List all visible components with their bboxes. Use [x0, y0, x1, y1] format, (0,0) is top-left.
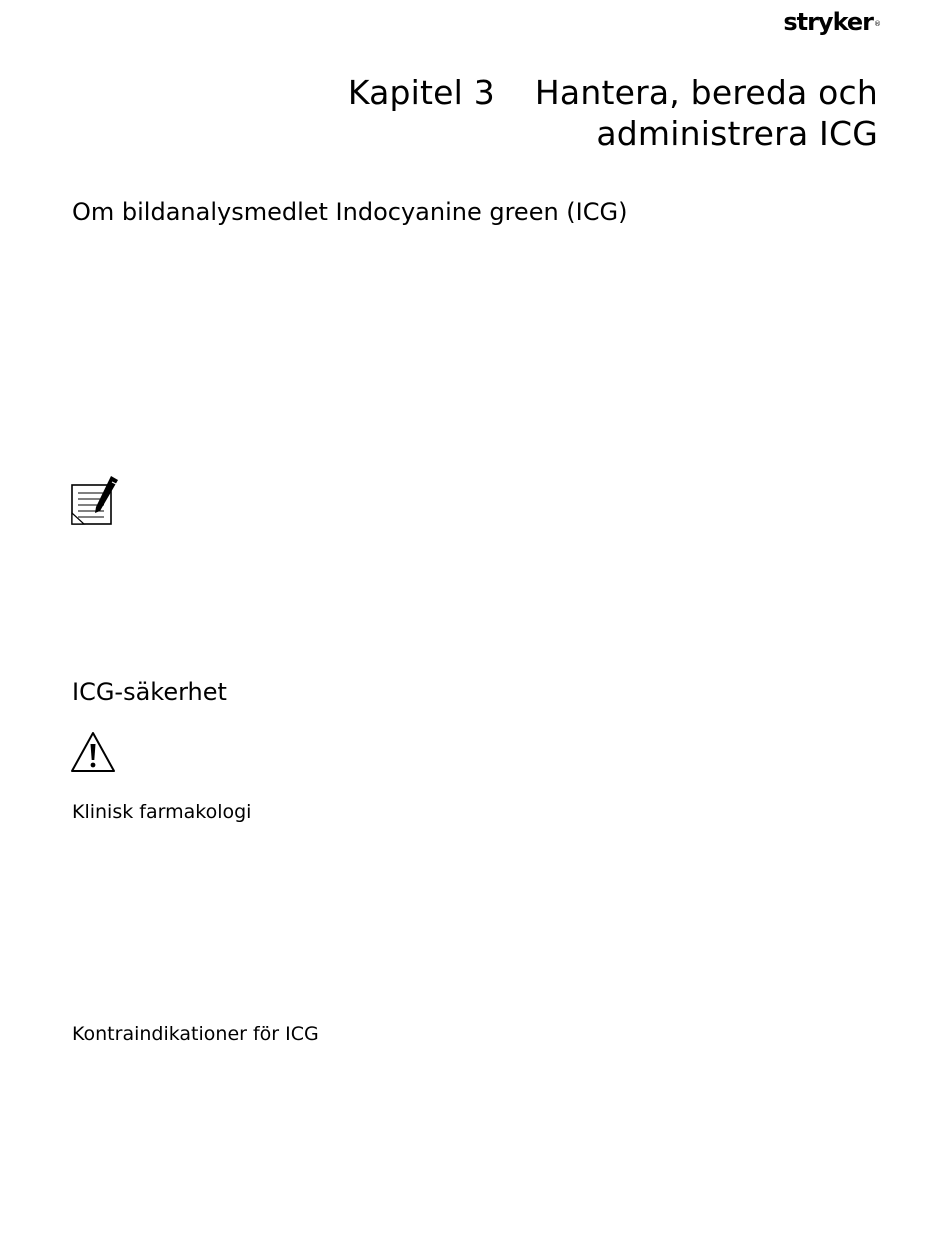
- stryker-logo: [783, 8, 880, 36]
- chapter-title-line-1: [348, 72, 878, 113]
- chapter-number: Kapitel 3: [347, 73, 495, 112]
- chapter-title-text-1: Hantera, bereda och: [534, 73, 878, 112]
- icg-safety-heading: ICG-säkerhet: [72, 678, 227, 706]
- contraindications-heading: Kontraindikationer för ICG: [72, 1023, 319, 1045]
- note-pencil-icon: [70, 474, 122, 533]
- warning-triangle-icon: [70, 731, 116, 778]
- logo-text: stryker: [783, 8, 873, 36]
- about-icg-heading: Om bildanalysmedlet Indocyanine green (ICG): [72, 198, 628, 226]
- chapter-title: [348, 72, 878, 154]
- registered-mark: ®: [874, 20, 880, 28]
- chapter-title-line-2: administrera ICG: [596, 114, 878, 153]
- clinical-pharmacology-heading: Klinisk farmakologi: [72, 801, 252, 823]
